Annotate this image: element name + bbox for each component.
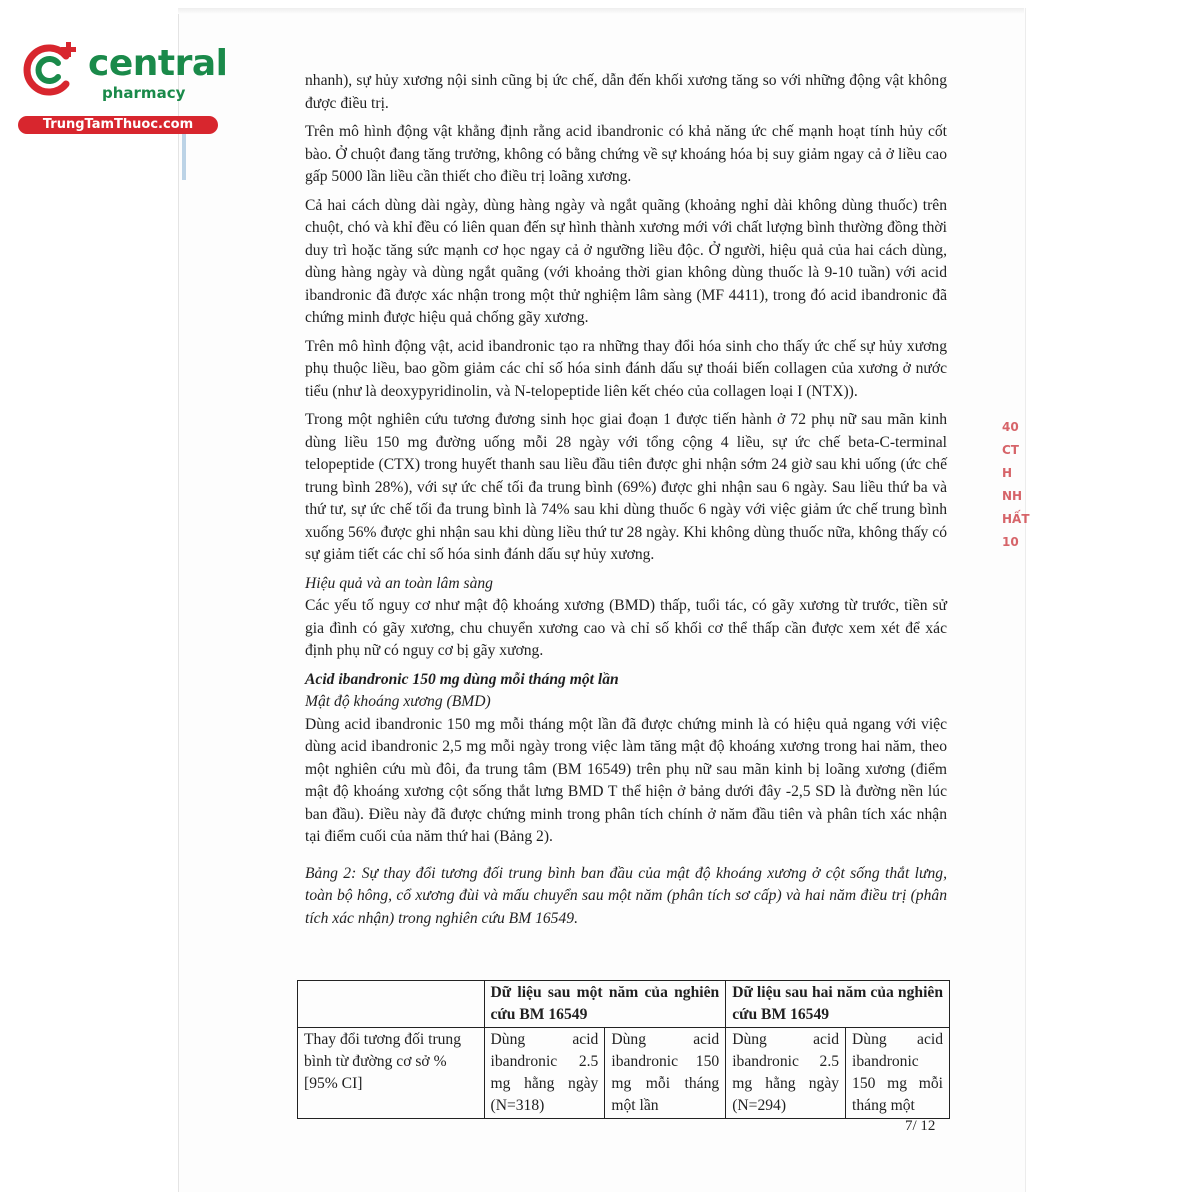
page-number: 7/ 12 bbox=[905, 1118, 936, 1134]
stamp-line: NH bbox=[1002, 489, 1023, 503]
logo-c-mark-icon bbox=[22, 42, 78, 98]
table-header-row bbox=[298, 981, 950, 1028]
table-cell: Dùng acid ibandronic 2.5 mg hằng ngày (N=318) bbox=[484, 1028, 605, 1119]
bmd-table bbox=[297, 980, 950, 1119]
stamp-line: 10 bbox=[1002, 535, 1019, 549]
paragraph: nhanh), sự hủy xương nội sinh cũng bị ức chế, dẫn đến khối xương tăng so với những động vật không được điều trị. bbox=[305, 72, 947, 112]
subsection-heading: Acid ibandronic 150 mg dùng mỗi tháng một lần bbox=[305, 670, 619, 688]
paragraph: Trong một nghiên cứu tương đương sinh học giai đoạn 1 được tiến hành ở 72 phụ nữ sau mãn kinh dùng liều 150 mg đường uống mỗi 28 ngày với tổng cộng 4 liều, sự ức chế beta-C-terminal telopeptide (CTX) trong huyết thanh sau liều đầu tiên được ghi nhận sớm 24 giờ sau khi uống (ức chế trung bình 28%), với sự ức chế tối đa trung bình (69%) được ghi nhận sau 6 ngày. Sau liều thứ ba và thứ tư, sự ức chế tối đa trung bình là 74% sau khi dùng thuốc 6 ngày với việc giảm ức chế trung bình xuống 56% được ghi nhận sau khi dùng liều thứ tư 28 ngày. Khi không dùng thuốc nữa, không thấy có sự giảm tiết các chỉ số hóa sinh đánh dấu sự hủy xương. bbox=[305, 411, 947, 563]
paragraph: Các yếu tố nguy cơ như mật độ khoáng xương (BMD) thấp, tuổi tác, có gãy xương từ trước, tiền sử gia đình có gãy xương, chu chuyển xương cao và chỉ số khối cơ thể thấp cần được xem xét để xác định phụ nữ có nguy cơ bị gãy xương. bbox=[305, 597, 947, 659]
stamp-line: HẤT bbox=[1002, 512, 1030, 526]
table-header-year2: Dữ liệu sau hai năm của nghiên cứu BM 16549 bbox=[726, 981, 950, 1028]
section-heading: Hiệu quả và an toàn lâm sàng bbox=[305, 574, 493, 592]
table-row bbox=[298, 1028, 950, 1119]
table-cell: Dùng acid ibandronic 2.5 mg hằng ngày (N=294) bbox=[726, 1028, 846, 1119]
table-cell: Dùng acid ibandronic 150 mg mỗi tháng một bbox=[846, 1028, 950, 1119]
central-pharmacy-logo bbox=[10, 36, 228, 136]
table-caption: Bảng 2: Sự thay đổi tương đối trung bình ban đầu của mật độ khoáng xương ở cột sống thắt lưng, toàn bộ hông, cổ xương đùi và mấu chuyển sau một năm (phân tích sơ cấp) và hai năm điều trị (phân tích xác nhận) trong nghiên cứu BM 16549. bbox=[305, 864, 947, 927]
stamp-line: CT bbox=[1002, 443, 1019, 457]
stamp-line: H bbox=[1002, 466, 1013, 480]
paragraph: Dùng acid ibandronic 150 mg mỗi tháng một lần đã được chứng minh là có hiệu quả ngang với việc dùng acid ibandronic 2,5 mg mỗi ngày trong việc làm tăng mật độ khoáng xương trong hai năm, theo một nghiên cứu mù đôi, đa trung tâm (BM 16549) trên phụ nữ sau mãn kinh bị loãng xương (điểm mật độ khoáng xương cột sống thắt lưng BMD T thể hiện ở bảng dưới đây -2,5 SD là đường nền lúc ban đầu). Điều này đã được chứng minh trong phân tích chính ở năm đầu tiên và phân tích xác nhận tại điểm cuối của năm thứ hai (Bảng 2). bbox=[305, 715, 947, 845]
logo-brand-name: central bbox=[88, 43, 228, 84]
paragraph: Trên mô hình động vật, acid ibandronic tạo ra những thay đổi hóa sinh cho thấy ức chế sự hủy xương phụ thuộc liều, bao gồm giảm các chỉ số hóa sinh đánh dấu sự thoái biến collagen của xương ở nước tiểu (như là deoxypyridinolin, và N-telopeptide liên kết chéo của collagen loại I (NTX)). bbox=[305, 337, 947, 400]
page-edge bbox=[178, 8, 1024, 14]
table-header-year1: Dữ liệu sau một năm của nghiên cứu BM 16549 bbox=[484, 981, 726, 1028]
stamp-line: 40 bbox=[1002, 420, 1019, 434]
paragraph: Trên mô hình động vật khẳng định rằng acid ibandronic có khả năng ức chế mạnh hoạt tính hủy cốt bào. Ở chuột đang tăng trưởng, không có bằng chứng về sự khoáng hóa bị suy giảm ngay cả ở liều cao gấp 5000 lần liều cần thiết cho điều trị loãng xương. bbox=[305, 123, 947, 185]
subsection-subheading: Mật độ khoáng xương (BMD) bbox=[305, 693, 491, 710]
table-cell: Dùng acid ibandronic 150 mg mỗi tháng một lần bbox=[605, 1028, 726, 1119]
logo-url-badge: TrungTamThuoc.com bbox=[18, 116, 218, 134]
paragraph: Cả hai cách dùng dài ngày, dùng hàng ngày và ngắt quãng (khoảng nghỉ dài không dùng thuốc) trên chuột, chó và khỉ đều có liên quan đến sự hình thành xương mới với chất lượng bình thường đồng thời duy trì hoặc tăng sức mạnh cơ học ngay cả ở ngưỡng liều độc. Ở người, hiệu quả của hai cách dùng, dùng hàng ngày và dùng ngắt quãng (với khoảng thời gian không dùng thuốc là 9-10 tuần) với acid ibandronic đã được xác nhận trong một thử nghiệm lâm sàng (MF 4411), trong đó acid ibandronic đã chứng minh được hiệu quả chống gãy xương. bbox=[305, 196, 947, 326]
table-row-label: Thay đổi tương đối trung bình từ đường cơ sở % [95% CI] bbox=[298, 1028, 485, 1119]
document-body bbox=[305, 70, 947, 936]
logo-sub-text: pharmacy bbox=[102, 84, 186, 102]
table-empty-cell bbox=[298, 981, 485, 1028]
red-stamp-fragment bbox=[1002, 416, 1028, 554]
